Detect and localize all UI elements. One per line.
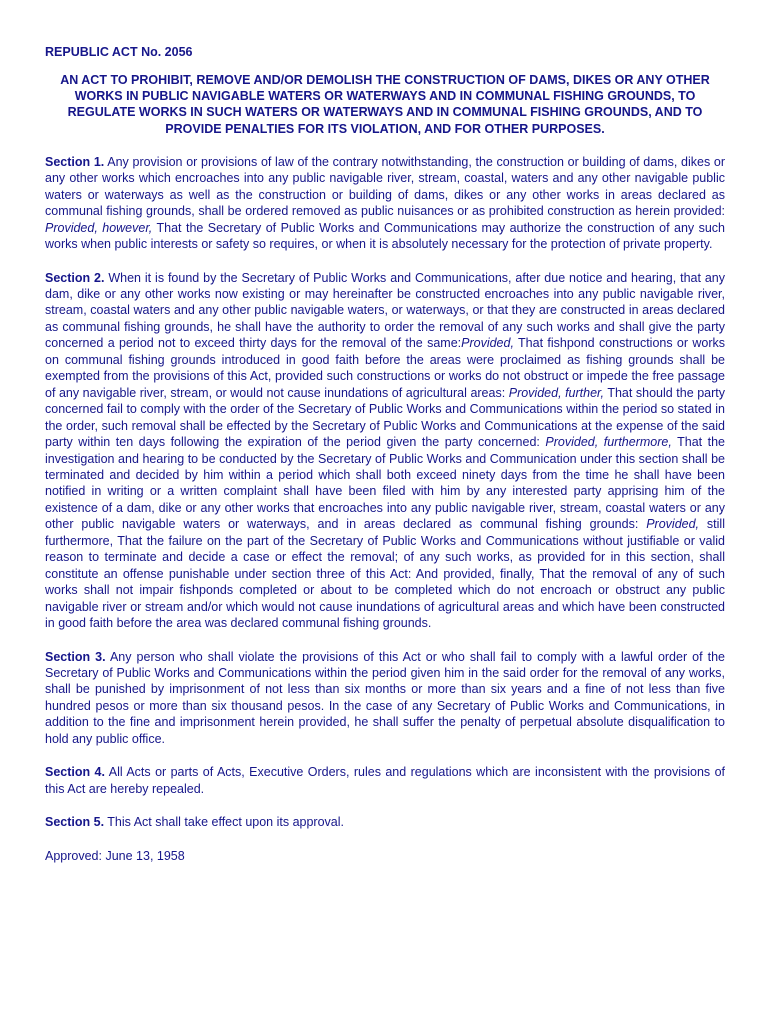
- proviso-text: Provided, further,: [508, 385, 604, 400]
- section-3: [45, 649, 725, 748]
- proviso-text: Provided, furthermore,: [545, 435, 672, 450]
- document-page: [45, 44, 725, 864]
- section-label: Section 1.: [45, 154, 105, 169]
- section-text: That the investigation and hearing to be conducted by the Secretary of Public Works and Communication under this section shall be terminated and decided by him within a period which shall both exceed ninety days from the time he shall have been notified in writing or a written complaint shall have been filed with him by any interested party apprising him of the existence of a dam, dike or any other works that encroaches into any public navigable river, stream, coastal waters or any other public navigable waters or waterways, and in areas declared as communal fishing grounds:: [45, 435, 726, 532]
- section-text: This Act shall take effect upon its approval.: [107, 815, 345, 830]
- section-4: [45, 764, 725, 797]
- section-text: That should the party concerned fail to comply with the order of the Secretary of Public Works and Communications within the period so stated in the order, such removal shall be effected by the Secretary of Public Works and Communications at the expense of the said party within ten days following the expiration of the period given the party concerned:: [45, 385, 725, 450]
- section-text: That the Secretary of Public Works and Communications may authorize the construction of any such works when public interests or safety so requires, or when it is absolutely necessary for the protection of private property.: [45, 220, 725, 252]
- section-label: Section 3.: [45, 649, 106, 664]
- section-text: Any person who shall violate the provisions of this Act or who shall fail to comply with a lawful order of the Secretary of Public Works and Communications within the period given him in the said order for the removal of any works, shall be punished by imprisonment of not less than six months or more than six years and a fine of not less than five hundred pesos or more than six thousand pesos. In the case of any Secretary of Public Works and Communications, in addition to the fine and imprisonment herein provided, he shall suffer the penalty of perpetual absolute disqualification to hold any public office.: [45, 649, 725, 746]
- section-text: Any provision or provisions of law of the contrary notwithstanding, the construction or building of dams, dikes or any other works which encroaches into any public navigable river, stream, coastal, waters and any other navigable public waters or waterways as well as the construction or building of dams, dikes or any other works in areas declared as communal fishing grounds, shall be ordered removed as public nuisances or as prohibited construction as herein provided:: [45, 154, 726, 219]
- act-title: AN ACT TO PROHIBIT, REMOVE AND/OR DEMOLISH THE CONSTRUCTION OF DAMS, DIKES OR ANY OTHER WORKS IN PUBLIC NAVIGABLE WATERS OR WATERWAYS AND IN COMMUNAL FISHING GROUNDS, TO REGULATE WORKS IN SUCH WATERS OR WATERWAYS AND IN COMMUNAL FISHING GROUNDS, AND TO PROVIDE PENALTIES FOR ITS VIOLATION, AND FOR OTHER PURPOSES.: [60, 73, 710, 136]
- section-2: [45, 270, 725, 632]
- proviso-text: Provided,: [646, 517, 700, 532]
- proviso-text: Provided,: [461, 336, 514, 351]
- section-text: That fishpond constructions or works on communal fishing grounds introduced in good faith before the areas were proclaimed as fishing grounds shall be exempted from the provisions of this Act, provided such constructions or works do not obstruct or impede the free passage of any navigable river, stream, or would not cause inundations of agricultural areas:: [45, 336, 725, 400]
- section-label: Section 2.: [45, 270, 105, 285]
- section-1: [45, 154, 725, 253]
- section-label: Section 5.: [45, 815, 105, 830]
- proviso-text: Provided, however,: [45, 220, 153, 235]
- section-text: When it is found by the Secretary of Public Works and Communications, after due notice and hearing, that any dam, dike or any other works now existing or may hereinafter be constructed encroaches into any public navigable river, stream, coastal waters and any other public navigable waters, or waterways, or that they are constructed in areas declared as communal fishing grounds, he shall have the authority to order the removal of any such works and shall give the party concerned a period not to exceed thirty days for the removal of the same:: [45, 270, 725, 351]
- section-text: All Acts or parts of Acts, Executive Orders, rules and regulations which are inconsistent with the provisions of this Act are hereby repealed.: [45, 765, 726, 796]
- section-5: [45, 814, 725, 830]
- section-text: still furthermore, That the failure on the part of the Secretary of Public Works and Communications without justifiable or valid reason to terminate and decide a case or effect the removal; of any such works, as provided for in this section, shall constitute an offense punishable under section three of this Act: And provided, finally, That the removal of any of such works shall not impair fishponds completed or about to be completed which do not encroach or obstruct any public navigable river or stream and/or which would not cause inundations of agricultural areas and which have been constructed in good faith before the area was declared communal fishing grounds.: [45, 517, 725, 631]
- section-label: Section 4.: [45, 765, 105, 780]
- approval-date: Approved: June 13, 1958: [45, 848, 185, 863]
- act-number: REPUBLIC ACT No. 2056: [45, 45, 193, 59]
